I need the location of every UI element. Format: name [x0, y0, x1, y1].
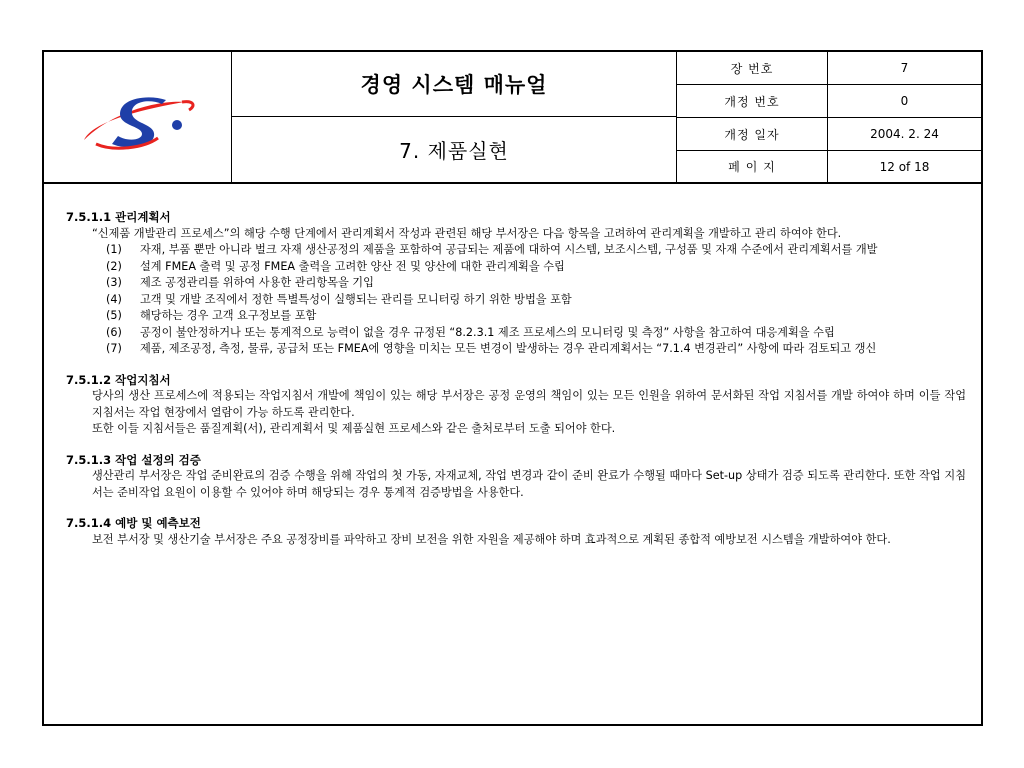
- document-body: [66, 209, 966, 548]
- section-paragraph: 당사의 생산 프로세스에 적용되는 작업지침서 개발에 책임이 있는 해당 부서장은 공정 운영의 책임이 있는 모든 인원을 위하여 문서화된 작업 지침서를 개발 하여야 하며 이들 작업 지침서는 작업 현장에서 열람이 가능 하도록 관리한다.: [92, 389, 966, 419]
- item-text: 제조 공정관리를 위하여 사용한 관리항목을 기입: [140, 276, 374, 289]
- meta-value: 7: [900, 61, 909, 75]
- meta-value: 2004. 2. 24: [870, 127, 939, 141]
- section-title: 7.5.1.4 예방 및 예측보전: [66, 516, 201, 530]
- section-title: 7.5.1.3 작업 설정의 검증: [66, 452, 201, 467]
- chapter-title: 7. 제품실현: [232, 117, 677, 182]
- list-item: [106, 259, 966, 276]
- item-text: 해당하는 경우 고객 요구정보를 포함: [140, 309, 317, 322]
- document-header: [44, 52, 981, 184]
- item-number: (2): [106, 259, 122, 273]
- list-item: [106, 341, 966, 358]
- meta-row-revision-no: [677, 85, 981, 118]
- section-paragraph: 생산관리 부서장은 작업 준비완료의 검증 수행을 위해 작업의 첫 가동, 자재교체, 작업 변경과 같이 준비 완료가 수행될 때마다 Set-up 상태가 검증 되도록 관리한다. 또한 작업 지침서는 준비작업 요원이 이용할 수 있어야 하며 해당되는 경우 통계적 검증방법을 사용한다.: [92, 469, 966, 499]
- item-number: (6): [106, 325, 122, 339]
- list-item: [106, 292, 966, 309]
- item-number: (5): [106, 309, 122, 322]
- list-item: [106, 275, 966, 292]
- list-item: [106, 242, 966, 259]
- meta-value: 12 of 18: [879, 159, 930, 174]
- section-title: 7.5.1.2 작업지침서: [66, 372, 171, 387]
- section-title: 7.5.1.1 관리계획서: [66, 210, 171, 224]
- meta-label: 페 이 지: [677, 151, 828, 182]
- item-text: 자재, 부품 뿐만 아니라 벌크 자재 생산공정의 제품을 포함하여 공급되는 제품에 대하여 시스템, 보조시스템, 구성품 및 자재 수준에서 관리계획서를 개발: [140, 243, 878, 256]
- requirement-list: [106, 242, 966, 358]
- company-logo: [44, 52, 231, 182]
- section-paragraph: 또한 이들 지침서들은 품질계획(서), 관리계획서 및 제품실현 프로세스와 같은 출처로부터 도출 되어야 한다.: [92, 422, 616, 435]
- section-paragraph: 보전 부서장 및 생산기술 부서장은 주요 공정장비를 파악하고 장비 보전을 위한 자원을 제공해야 하며 효과적으로 계획된 종합적 예방보전 시스템을 개발하여야 한다.: [92, 532, 891, 546]
- manual-title: 경영 시스템 매뉴얼: [232, 52, 677, 117]
- item-text: 제품, 제조공정, 측정, 물류, 공급처 또는 FMEA에 영향을 미치는 모든 변경이 발생하는 경우 관리계획서는 “7.1.4 변경관리” 사항에 따라 검토되고 갱신: [140, 342, 877, 355]
- item-number: (1): [106, 243, 122, 256]
- item-number: (3): [106, 276, 122, 289]
- item-number: (4): [106, 292, 122, 306]
- list-item: [106, 325, 966, 342]
- document-frame: [42, 50, 983, 726]
- meta-label: 개정 번호: [677, 85, 828, 117]
- item-text: 고객 및 개발 조직에서 정한 특별특성이 실행되는 관리를 모니터링 하기 위한 방법을 포함: [140, 292, 572, 306]
- list-item: [106, 308, 966, 325]
- item-text: 설계 FMEA 출력 및 공정 FMEA 출력을 고려한 양산 전 및 양산에 대한 관리계획을 수립: [140, 259, 565, 273]
- logo-cell: [44, 52, 232, 182]
- meta-row-page: [677, 151, 981, 182]
- meta-row-revision-date: [677, 118, 981, 151]
- item-text: 공정이 불안정하거나 또는 통계적으로 능력이 없을 경우 규정된 “8.2.3.1 제조 프로세스의 모니터링 및 측정” 사항을 참고하여 대응계획을 수립: [140, 325, 835, 339]
- meta-label: 장 번호: [677, 52, 828, 84]
- meta-row-chapter-no: [677, 52, 981, 85]
- meta-value: 0: [900, 94, 909, 108]
- section-paragraph: “신제품 개발관리 프로세스”의 해당 수행 단계에서 관리계획서 작성과 관련된 해당 부서장은 다음 항목을 고려하여 관리계획을 개발하고 관리 하여야 한다.: [92, 226, 842, 240]
- meta-label: 개정 일자: [677, 118, 828, 150]
- item-number: (7): [106, 342, 122, 355]
